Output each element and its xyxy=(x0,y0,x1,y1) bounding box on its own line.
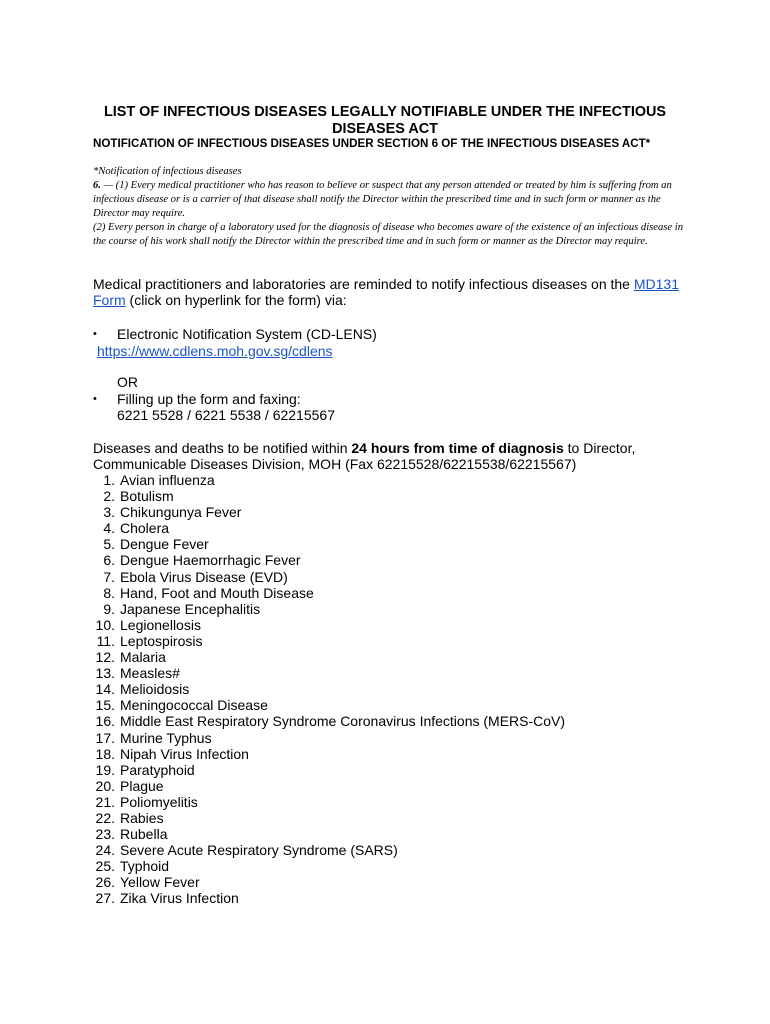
list-item-name: Severe Acute Respiratory Syndrome (SARS) xyxy=(120,842,398,859)
list-item-name: Avian influenza xyxy=(120,472,215,488)
list-item-number: 22. xyxy=(95,809,115,826)
list-item-name: Dengue Haemorrhagic Fever xyxy=(120,552,301,569)
title-line-1: LIST OF INFECTIOUS DISEASES LEGALLY NOTIFIABLE UNDER THE INFECTIOUS xyxy=(103,104,667,120)
list-item-number: 2. xyxy=(103,488,115,505)
list-item-name: Measles# xyxy=(120,665,180,682)
list-item-name: Legionellosis xyxy=(120,616,201,633)
reminder-paragraph xyxy=(93,276,693,308)
list-item-number: 16. xyxy=(95,713,115,730)
list-item-number: 9. xyxy=(103,600,115,617)
bullet-icon: • xyxy=(93,328,97,340)
list-item-name: Rabies xyxy=(120,809,164,826)
list-item-number: 13. xyxy=(95,665,115,682)
list-item-name: Rubella xyxy=(120,826,168,843)
list-item-name: Middle East Respiratory Syndrome Coronavirus Infections (MERS-CoV) xyxy=(120,713,566,730)
option-2-label: Filling up the form and faxing: xyxy=(117,391,301,407)
list-item-name: Yellow Fever xyxy=(120,874,200,891)
list-item-name: Paratyphoid xyxy=(120,761,195,778)
list-item-number: 3. xyxy=(103,504,115,521)
act-clause-1 xyxy=(93,179,683,221)
list-item-number: 14. xyxy=(95,681,115,698)
list-item-number: 12. xyxy=(95,649,115,666)
act-clause-2: (2) Every person in charge of a laboratory used for the diagnosis of disease who becomes aware of the existence of an infectious disease in the course of his work shall notify the Director within the prescribed time and in such form or manner as the Director may require. xyxy=(93,221,684,247)
list-item-name: Poliomyelitis xyxy=(120,793,198,810)
list-item-name: Typhoid xyxy=(120,858,170,875)
list-item-name: Leptospirosis xyxy=(120,632,203,649)
md131-form-link[interactable]: MD131 Form xyxy=(93,276,679,308)
list-item-number: 24. xyxy=(95,842,115,859)
option-1-label: Electronic Notification System (CD-LENS) xyxy=(117,326,377,342)
list-item-number: 6. xyxy=(103,552,115,569)
clause-1-text: — (1) Every medical practitioner who has reason to believe or suspect that any person attended or treated by him is suffering from an infectious disease or is a carrier of that disease shall notify the Director within the prescribed time and in such form or manner as the Director may require. xyxy=(93,179,672,219)
list-item-number: 4. xyxy=(103,520,115,537)
act-excerpt xyxy=(93,165,683,248)
act-heading: *Notification of infectious diseases xyxy=(93,166,242,177)
list-item-name: Japanese Encephalitis xyxy=(120,600,261,617)
reminder-suffix: (click on hyperlink for the form) via: xyxy=(125,292,347,308)
list-item-name: Ebola Virus Disease (EVD) xyxy=(120,568,288,585)
list-item-number: 10. xyxy=(95,616,115,633)
list-item-number: 26. xyxy=(95,874,115,891)
list-item-name: Chikungunya Fever xyxy=(120,504,242,521)
list-item-number: 11. xyxy=(96,632,115,649)
list-item-name: Nipah Virus Infection xyxy=(120,745,249,762)
list-item-name: Botulism xyxy=(120,488,174,505)
deaths-prefix: Diseases and deaths to be notified within xyxy=(93,440,352,456)
list-item-number: 8. xyxy=(103,584,115,601)
list-item-number: 19. xyxy=(95,761,115,778)
list-item-name: Murine Typhus xyxy=(120,729,212,746)
list-item-name: Plague xyxy=(120,777,164,794)
deaths-suffix: to Director, Communicable Diseases Division, MOH (Fax 62215528/62215538/62215567) xyxy=(93,440,636,472)
deaths-deadline: 24 hours from time of diagnosis xyxy=(351,440,564,456)
list-item-number: 18. xyxy=(95,745,115,762)
bullet-icon: • xyxy=(93,393,97,405)
list-item-name: Zika Virus Infection xyxy=(120,890,239,907)
list-item-number: 25. xyxy=(95,858,115,875)
list-item-name: Melioidosis xyxy=(120,681,190,698)
list-item-number: 17. xyxy=(95,729,115,746)
fax-numbers: 6221 5528 / 6221 5538 / 62215567 xyxy=(117,407,335,423)
list-item-name: Meningococcal Disease xyxy=(120,697,268,714)
list-item-name: Dengue Fever xyxy=(120,536,209,553)
section-number: 6. xyxy=(93,179,101,191)
list-item-number: 27. xyxy=(95,890,115,907)
list-item-number: 20. xyxy=(95,777,115,794)
page-title xyxy=(90,104,680,138)
list-item-name: Cholera xyxy=(120,520,170,537)
or-label: OR xyxy=(117,374,138,390)
list-item-number: 15. xyxy=(95,697,115,714)
list-item-number: 7. xyxy=(103,568,115,585)
reminder-text: Medical practitioners and laboratories are reminded to notify infectious diseases on the xyxy=(93,276,634,292)
list-item-number: 23. xyxy=(95,826,115,843)
cdlens-link[interactable]: https://www.cdlens.moh.gov.sg/cdlens xyxy=(97,343,333,359)
list-item-number: 5. xyxy=(103,536,115,553)
list-item-number: 1. xyxy=(103,472,115,488)
notification-instructions xyxy=(93,440,693,472)
list-item-name: Malaria xyxy=(120,649,166,666)
section-subtitle: NOTIFICATION OF INFECTIOUS DISEASES UNDER SECTION 6 OF THE INFECTIOUS DISEASES ACT* xyxy=(93,137,651,150)
list-item-number: 21. xyxy=(95,793,115,810)
title-line-2: DISEASES ACT xyxy=(332,121,438,137)
list-item-name: Hand, Foot and Mouth Disease xyxy=(120,584,314,601)
